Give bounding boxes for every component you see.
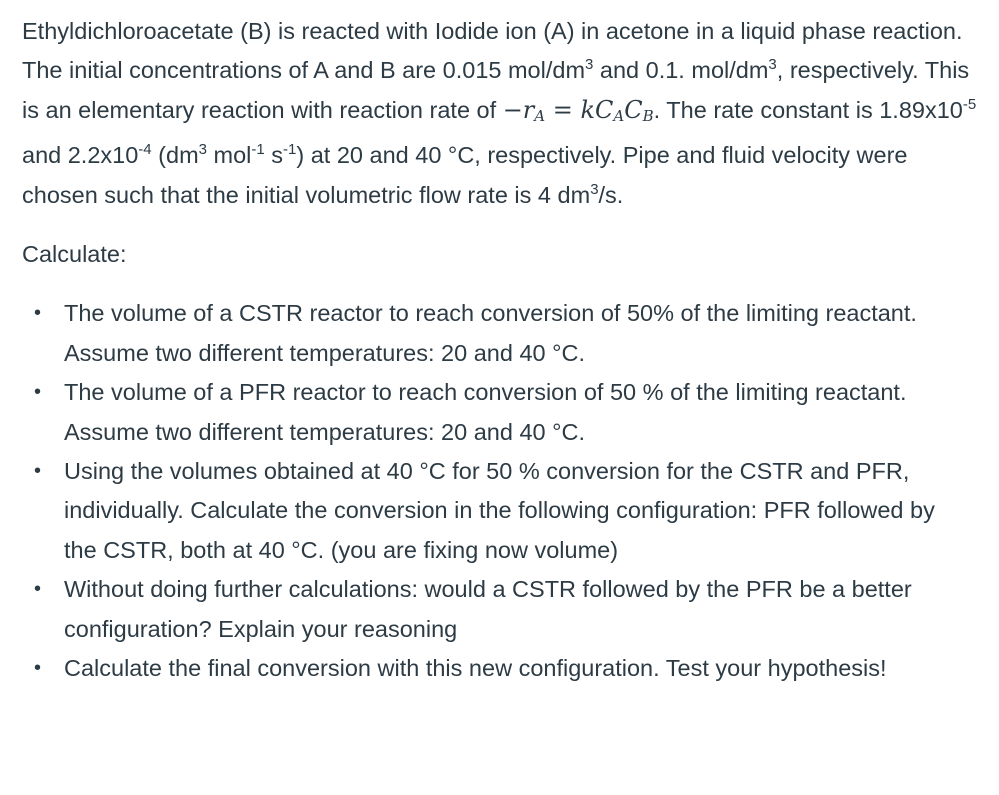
intro-text-6: (dm [151,142,199,169]
intro-exp-1: 3 [585,56,594,74]
bullet-icon: • [34,578,42,601]
task-item [22,570,942,649]
dm-exponent: 3 [198,141,207,159]
problem-content [22,12,982,689]
rate-expression [503,96,654,124]
task-list [22,294,982,688]
intro-text-8: s [264,142,284,169]
intro-exp-2: 3 [768,56,777,74]
rate-cb: C [624,95,643,124]
task-text: The volume of a CSTR reactor to reach conversion of 50% of the limiting reactant. Assume two different temperatures: 20 and 40 °C. [64,300,917,366]
task-text: The volume of a PFR reactor to reach conversion of 50 % of the limiting reactant. Assume two different temperatures: 20 and 40 °C. [64,379,907,445]
calculate-label: Calculate: [22,241,127,268]
rate-k: k [580,95,596,124]
task-text: Without doing further calculations: would a CSTR followed by the PFR be a better configuration? Explain your reasoning [64,576,912,642]
rate-r: r [522,95,535,124]
bullet-icon: • [34,381,42,404]
intro-text-3: , respectively. This is an elementary reaction with reaction rate of [22,57,970,123]
rate-ca-sub: A [613,106,625,125]
bullet-icon: • [34,460,42,483]
k2-exponent: -4 [138,141,152,159]
bullet-icon: • [34,657,42,680]
intro-text-4: . The rate constant is 1.89x10 [653,96,963,123]
task-text: Calculate the final conversion with this new configuration. Test your hypothesis! [64,655,887,682]
k1-exponent: -5 [962,95,977,113]
intro-text-7: mol [206,142,252,169]
task-item [22,649,942,688]
rate-minus: − [502,95,523,124]
bullet-icon: • [34,302,42,325]
mol-exponent: -1 [251,141,265,159]
flow-exponent: 3 [590,180,599,198]
problem-statement [22,12,982,215]
intro-text-9: ) at 20 and 40 °C, respectively. Pipe and fluid velocity were chosen such that the initial volumetric flow rate is 4 dm [22,142,908,208]
intro-text-5: and 2.2x10 [22,142,139,169]
intro-text-2: and 0.1. mol/dm [593,57,769,84]
rate-r-sub: A [534,106,546,125]
intro-text-1: Ethyldichloroacetate (B) is reacted with Iodide ion (A) in acetone in a liquid phase reaction. The initial concentrations of A and B are 0.015 mol/dm [22,18,963,84]
task-item [22,294,942,373]
s-exponent: -1 [283,141,297,159]
rate-equals: = [545,95,581,124]
task-item [22,373,942,452]
rate-ca: C [595,95,614,124]
rate-cb-sub: B [642,106,654,125]
intro-text-10: /s. [598,181,624,208]
task-item [22,452,942,570]
task-text: Using the volumes obtained at 40 °C for 50 % conversion for the CSTR and PFR, individually. Calculate the conversion in the following configuration: PFR followed by the CSTR, both at 40 °C. (you are fixing now volume) [64,458,935,563]
